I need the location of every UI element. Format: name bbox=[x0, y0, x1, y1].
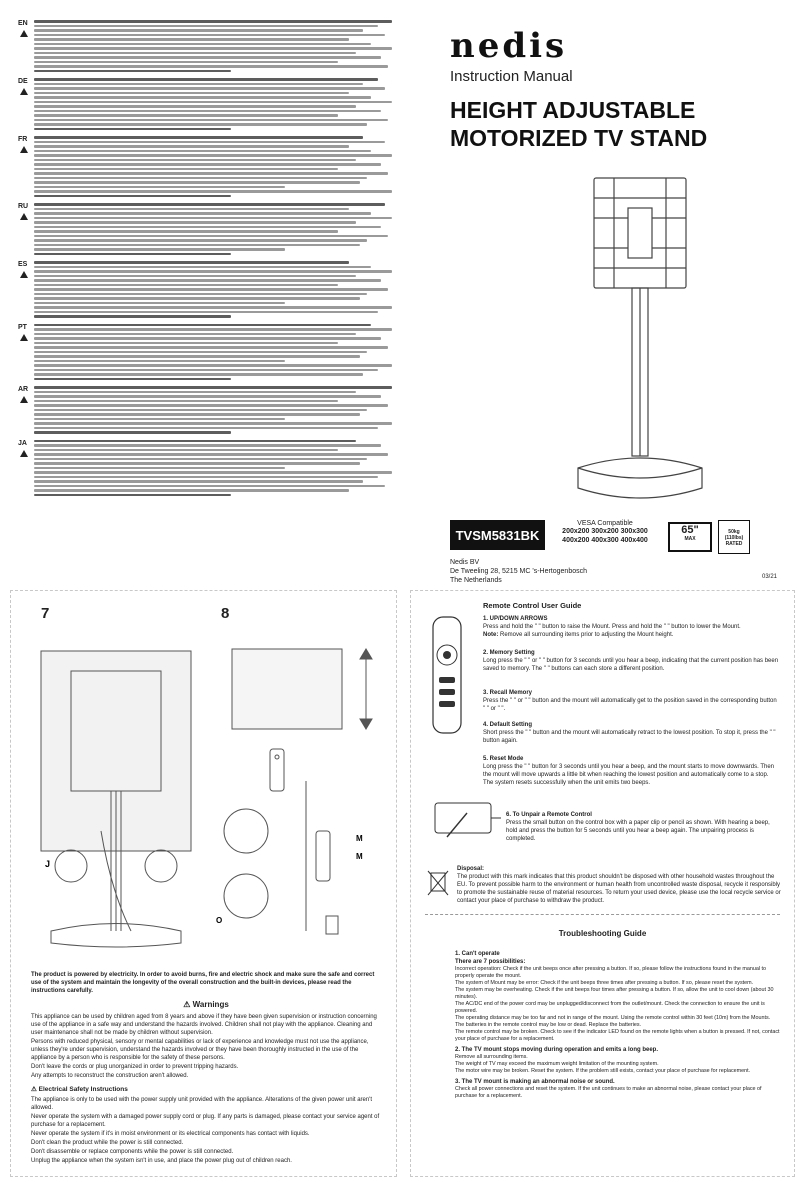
text-line bbox=[34, 52, 356, 55]
language-code: JA bbox=[18, 439, 27, 447]
brand-logo: nedis bbox=[450, 26, 568, 66]
language-code: FR bbox=[18, 136, 28, 143]
section-heading: 5. Reset Mode bbox=[483, 756, 524, 762]
ts-item: Incorrect operation: Check if the unit beeps once after pressing a button. If so, please follow the instructions found in the manual to properly operate the mount. bbox=[455, 966, 767, 979]
section-text: Press the small button on the control box with a paper clip or pencil as shown. With hearing a beep, hold and press the button for 5 seconds until you hear a beep again. The unpairing process is completed. bbox=[506, 820, 770, 842]
label-j: J bbox=[45, 859, 51, 869]
text-line bbox=[34, 96, 371, 99]
electrical-item: The appliance is only to be used with the power supply unit provided with the appliance. Alterations of the given power unit aren't allowed. bbox=[31, 1097, 373, 1111]
language-block bbox=[18, 20, 392, 72]
section-heading: 1. UP/DOWN ARROWS bbox=[483, 616, 548, 622]
warning-icon bbox=[20, 334, 28, 341]
warning-item: Don't leave the cords or plug unorganized in order to prevent tripping hazards. bbox=[31, 1064, 239, 1070]
electrical-safety-title: ⚠ Electrical Safety Instructions bbox=[31, 1086, 128, 1093]
text-line bbox=[34, 364, 392, 367]
publication-date: 03/21 bbox=[762, 574, 778, 580]
warning-icon bbox=[20, 213, 28, 220]
text-line bbox=[34, 78, 378, 81]
text-line bbox=[34, 409, 367, 412]
ts-item: The operating distance may be too far and not in range of the mount. Using the remote control within 30 feet (10m) from the Mounts. bbox=[455, 1015, 771, 1021]
text-line bbox=[34, 38, 349, 41]
section-text: Short press the " " button and the mount will automatically retract to the lowest position. To stop it, press the " " button again. bbox=[483, 730, 776, 744]
language-block bbox=[18, 261, 392, 318]
warning-item: Persons with reduced physical, sensory or mental capabilities or lack of experience and knowledge must not use the appliance, unless they're under supervision, understand the hazards involved or they have been thoroughly instructed in the use of the appliance by a person who is responsible for the safety of these persons. bbox=[31, 1039, 369, 1061]
text-line bbox=[34, 87, 385, 90]
electrical-item: Never operate the system if it's in moist environment or its electrical components has contact with liquids. bbox=[31, 1131, 310, 1137]
text-line bbox=[34, 244, 360, 247]
language-code: AR bbox=[18, 386, 29, 393]
section-text: Press and hold the " " button to raise the Mount. Press and hold the " " button to lower the Mount. bbox=[483, 624, 741, 630]
ts-item: The system of Mount may be error: Check if the unit beeps three times after pressing a button. If so, please reset the system. bbox=[455, 980, 754, 986]
text-line bbox=[34, 386, 392, 389]
address-line: De Tweeling 28, 5215 MC 's-Hertogenbosch bbox=[450, 568, 588, 575]
address-line: The Netherlands bbox=[450, 577, 502, 584]
text-line bbox=[34, 471, 392, 474]
label-m: M bbox=[356, 834, 363, 843]
section-text: Press the " " or " " button and the mount will automatically get to the position saved in the corresponding button " " or " ". bbox=[483, 698, 777, 712]
text-line bbox=[34, 119, 388, 122]
text-line bbox=[34, 141, 385, 144]
text-line bbox=[34, 65, 388, 68]
remote-guide-title: Remote Control User Guide bbox=[483, 601, 582, 610]
max-size-label: MAX bbox=[684, 536, 696, 542]
text-line bbox=[34, 239, 367, 242]
text-line bbox=[34, 355, 360, 358]
problem-heading: 2. The TV mount stops moving during operation and emits a long beep. bbox=[455, 1047, 659, 1053]
text-line bbox=[34, 136, 363, 139]
text-line bbox=[34, 261, 349, 264]
section-divider bbox=[425, 914, 780, 915]
text-line bbox=[34, 373, 363, 376]
text-line bbox=[34, 43, 371, 46]
text-line bbox=[34, 467, 285, 470]
text-line bbox=[34, 360, 285, 363]
remote-section-2 bbox=[483, 649, 779, 673]
step-number: 8 bbox=[221, 605, 230, 622]
language-block bbox=[18, 203, 392, 255]
text-line bbox=[34, 422, 392, 425]
vesa-line2: 400x200 400x300 400x400 bbox=[562, 537, 648, 544]
weee-bin-icon bbox=[425, 867, 451, 897]
text-line bbox=[34, 306, 392, 309]
text-line bbox=[34, 328, 392, 331]
text-line bbox=[34, 61, 338, 64]
text-line bbox=[34, 172, 388, 175]
text-line bbox=[34, 378, 231, 381]
text-line bbox=[34, 293, 367, 296]
section-heading: 4. Default Setting bbox=[483, 722, 533, 728]
assembly-page bbox=[10, 590, 397, 1177]
text-line bbox=[34, 145, 349, 148]
text-line bbox=[34, 248, 285, 251]
text-line bbox=[34, 391, 356, 394]
text-line bbox=[34, 47, 392, 50]
text-line bbox=[34, 485, 385, 488]
text-line bbox=[34, 494, 231, 497]
text-line bbox=[34, 288, 388, 291]
warnings-title: ⚠ Warnings bbox=[183, 1000, 229, 1009]
section-heading: 2. Memory Setting bbox=[483, 650, 535, 656]
text-line bbox=[34, 413, 360, 416]
text-line bbox=[34, 351, 367, 354]
text-line bbox=[34, 114, 338, 117]
warning-icon bbox=[20, 271, 28, 278]
remote-section-4 bbox=[483, 721, 779, 745]
troubleshooting-title: Troubleshooting Guide bbox=[558, 929, 647, 938]
text-line bbox=[34, 253, 231, 256]
language-code: PT bbox=[18, 323, 27, 331]
text-line bbox=[34, 400, 338, 403]
language-block bbox=[18, 386, 392, 434]
text-line bbox=[34, 476, 378, 479]
text-line bbox=[34, 150, 371, 153]
section-text: Long press the " " or " " button for 3 seconds until you hear a beep, indicating that the current position has been saved to memory. The " " buttons can each store a different position. bbox=[483, 658, 779, 672]
electrical-item: Unplug the appliance when the system isn't in use, and place the power plug out of children reach. bbox=[31, 1158, 292, 1164]
step-8-illustration bbox=[206, 631, 386, 961]
text-line bbox=[34, 168, 338, 171]
text-line bbox=[34, 458, 367, 461]
control-box-illustration bbox=[427, 793, 503, 851]
language-block bbox=[18, 136, 392, 197]
language-code: DE bbox=[18, 78, 28, 85]
note-text: Remove all surrounding items prior to adjusting the Mount height. bbox=[500, 632, 674, 638]
vesa-line1: 200x200 300x200 300x300 bbox=[562, 528, 648, 535]
text-line bbox=[34, 395, 381, 398]
section-heading: 6. To Unpair a Remote Control bbox=[506, 812, 592, 818]
weight-badge bbox=[718, 520, 750, 554]
text-line bbox=[34, 324, 371, 327]
ts-item: The weight of TV may exceed the maximum weight limitation of the mounting system. bbox=[455, 1061, 659, 1067]
address-line: Nedis BV bbox=[450, 559, 480, 566]
electrical-item: Don't disassemble or replace components while the power is still connected. bbox=[31, 1149, 234, 1155]
text-line bbox=[34, 123, 367, 126]
text-line bbox=[34, 92, 349, 95]
text-line bbox=[34, 217, 392, 220]
text-line bbox=[34, 418, 285, 421]
text-line bbox=[34, 186, 285, 189]
language-code: RU bbox=[18, 203, 29, 210]
text-line bbox=[34, 346, 388, 349]
label-o: O bbox=[216, 916, 223, 925]
text-line bbox=[34, 221, 356, 224]
text-line bbox=[34, 212, 371, 215]
language-code: EN bbox=[18, 20, 28, 27]
section-heading: Disposal: bbox=[457, 866, 485, 872]
remote-section-3 bbox=[483, 689, 779, 713]
text-line bbox=[34, 337, 381, 340]
text-line bbox=[34, 427, 378, 430]
text-line bbox=[34, 279, 381, 282]
text-line bbox=[34, 226, 381, 229]
problem-heading: 3. The TV mount is making an abnormal noise or sound. bbox=[455, 1079, 615, 1085]
product-title: HEIGHT ADJUSTABLE MOTORIZED TV STAND bbox=[450, 97, 708, 151]
text-line bbox=[34, 159, 356, 162]
text-line bbox=[34, 235, 388, 238]
text-line bbox=[34, 284, 338, 287]
text-line bbox=[34, 369, 378, 372]
text-line bbox=[34, 181, 360, 184]
vesa-label: VESA Compatible bbox=[577, 520, 633, 527]
section-text: The product with this mark indicates that this product shouldn't be disposed with other household wastes throughout the EU. To prevent possible harm to the environment or human health from uncontrolled waste disposal, recycle it responsibly to promote the sustainable reuse of material resources. To return your used device, please use the local recycle service or contact your place of purchase to withdraw the product. bbox=[457, 874, 781, 904]
warning-icon bbox=[20, 146, 28, 153]
text-line bbox=[34, 440, 356, 443]
text-line bbox=[34, 311, 378, 314]
tv-stand-illustration bbox=[570, 158, 710, 518]
ts-item: The remote control may be broken. Check to see if the indicator LED found on the remote lights when a button is pressed. If not, contact your place of purchase for a replacement. bbox=[455, 1029, 780, 1042]
language-block bbox=[18, 440, 392, 497]
warning-icon bbox=[20, 450, 28, 457]
disposal-section bbox=[457, 865, 782, 905]
text-line bbox=[34, 266, 371, 269]
text-line bbox=[34, 128, 231, 131]
text-line bbox=[34, 101, 392, 104]
text-line bbox=[34, 270, 392, 273]
step-number: 7 bbox=[41, 605, 50, 622]
problem-heading: 1. Can't operate bbox=[455, 951, 500, 957]
ts-item: Check all power connections and reset the system. If the unit continues to make an abnormal noise, please contact your place of purchase for a replacement. bbox=[455, 1086, 762, 1099]
text-line bbox=[34, 177, 367, 180]
text-line bbox=[34, 20, 392, 23]
cover-page bbox=[10, 8, 792, 584]
text-line bbox=[34, 110, 381, 113]
text-line bbox=[34, 203, 385, 206]
max-size-value: 65" bbox=[681, 524, 699, 536]
text-line bbox=[34, 105, 356, 108]
weight-value: 50kg bbox=[728, 529, 740, 535]
electrical-item: Never operate the system with a damaged power supply cord or plug. If any parts is damaged, please contact your service agent of purchase for a replacement. bbox=[31, 1114, 380, 1128]
electrical-item: Don't clean the product while the power is still connected. bbox=[31, 1140, 184, 1146]
warning-icon bbox=[20, 88, 28, 95]
text-line bbox=[34, 462, 360, 465]
text-line bbox=[34, 404, 388, 407]
text-line bbox=[34, 489, 349, 492]
manual-label: Instruction Manual bbox=[450, 68, 573, 85]
warning-item: Any attempts to reconstruct the construction aren't allowed. bbox=[31, 1073, 189, 1079]
language-block bbox=[18, 324, 392, 381]
text-line bbox=[34, 315, 231, 318]
text-line bbox=[34, 275, 356, 278]
text-line bbox=[34, 34, 385, 37]
troubleshooting-section bbox=[455, 947, 785, 1100]
manufacturer-address bbox=[450, 558, 587, 585]
text-line bbox=[34, 163, 381, 166]
text-line bbox=[34, 444, 381, 447]
ts-item: Remove all surrounding items. bbox=[455, 1054, 528, 1060]
spec-row bbox=[450, 520, 790, 556]
remote-section-1 bbox=[483, 615, 779, 639]
text-line bbox=[34, 230, 338, 233]
text-line bbox=[34, 342, 338, 345]
ts-item: The AC/DC end of the power cord may be unplugged/disconnect from the outlet/mount. Check the connection to ensure the unit is powered. bbox=[455, 1001, 765, 1014]
text-line bbox=[34, 83, 363, 86]
problem-subheading: There are 7 possibilities: bbox=[455, 959, 526, 965]
language-code: ES bbox=[18, 261, 28, 268]
text-line bbox=[34, 195, 231, 198]
weight-sub: (110lbs) bbox=[724, 535, 744, 541]
text-line bbox=[34, 70, 231, 73]
remote-section-5 bbox=[483, 755, 779, 787]
vesa-info bbox=[550, 520, 660, 545]
ts-item: The motor wire may be broken. Reset the system. If the problem still exists, contact your place of purchase for replacement. bbox=[455, 1068, 751, 1074]
note-label: Note: bbox=[483, 632, 499, 638]
section-heading: 3. Recall Memory bbox=[483, 690, 533, 696]
text-line bbox=[34, 431, 231, 434]
text-line bbox=[34, 453, 388, 456]
language-block bbox=[18, 78, 392, 130]
remote-control-illustration bbox=[427, 615, 467, 735]
text-line bbox=[34, 154, 392, 157]
label-m: M bbox=[356, 852, 363, 861]
text-line bbox=[34, 56, 381, 59]
text-line bbox=[34, 190, 392, 193]
ts-item: The system may be overheating. Check if the unit beeps four times after pressing a button. If so, allow the unit to cool down (about 30 minutes). bbox=[455, 987, 774, 1000]
text-line bbox=[34, 480, 363, 483]
model-badge: TVSM5831BK bbox=[450, 520, 545, 550]
text-line bbox=[34, 449, 338, 452]
warning-icon bbox=[20, 396, 28, 403]
text-line bbox=[34, 297, 360, 300]
step-7-illustration bbox=[31, 631, 201, 951]
warning-item: This appliance can be used by children aged from 8 years and above if they have been given supervision or instruction concerning use of the appliance in a safe way and understand the hazards involved. Children shall not play with the appliance. Cleaning and user maintenance shall not be made by children without supervision. bbox=[31, 1014, 377, 1036]
safety-section bbox=[31, 971, 381, 1166]
remote-guide-page bbox=[410, 590, 795, 1177]
text-line bbox=[34, 29, 363, 32]
section-text: Long press the " " button for 3 seconds until you hear a beep, and the mount starts to move downwards. Then the mount will move upwards a little bit when reaching the lowest position and automatically come to a stop. The system resets successfully when the unit emits two beeps. bbox=[483, 764, 774, 786]
remote-section-6 bbox=[506, 811, 776, 843]
weight-label: RATED bbox=[725, 541, 743, 547]
text-line bbox=[34, 333, 356, 336]
text-line bbox=[34, 208, 349, 211]
max-size-badge bbox=[668, 522, 712, 552]
safety-intro: The product is powered by electricity. In order to avoid burns, fire and electric shock and make sure the safe and correct use of the system and maintain the longevity of the overall construction and the built-in devices, please read the instructions carefully. bbox=[31, 972, 375, 994]
text-line bbox=[34, 25, 378, 28]
warning-icon bbox=[20, 30, 28, 37]
language-blocks bbox=[18, 18, 392, 502]
text-line bbox=[34, 302, 285, 305]
ts-item: The batteries in the remote control may be low or dead. Replace the batteries. bbox=[455, 1022, 642, 1028]
